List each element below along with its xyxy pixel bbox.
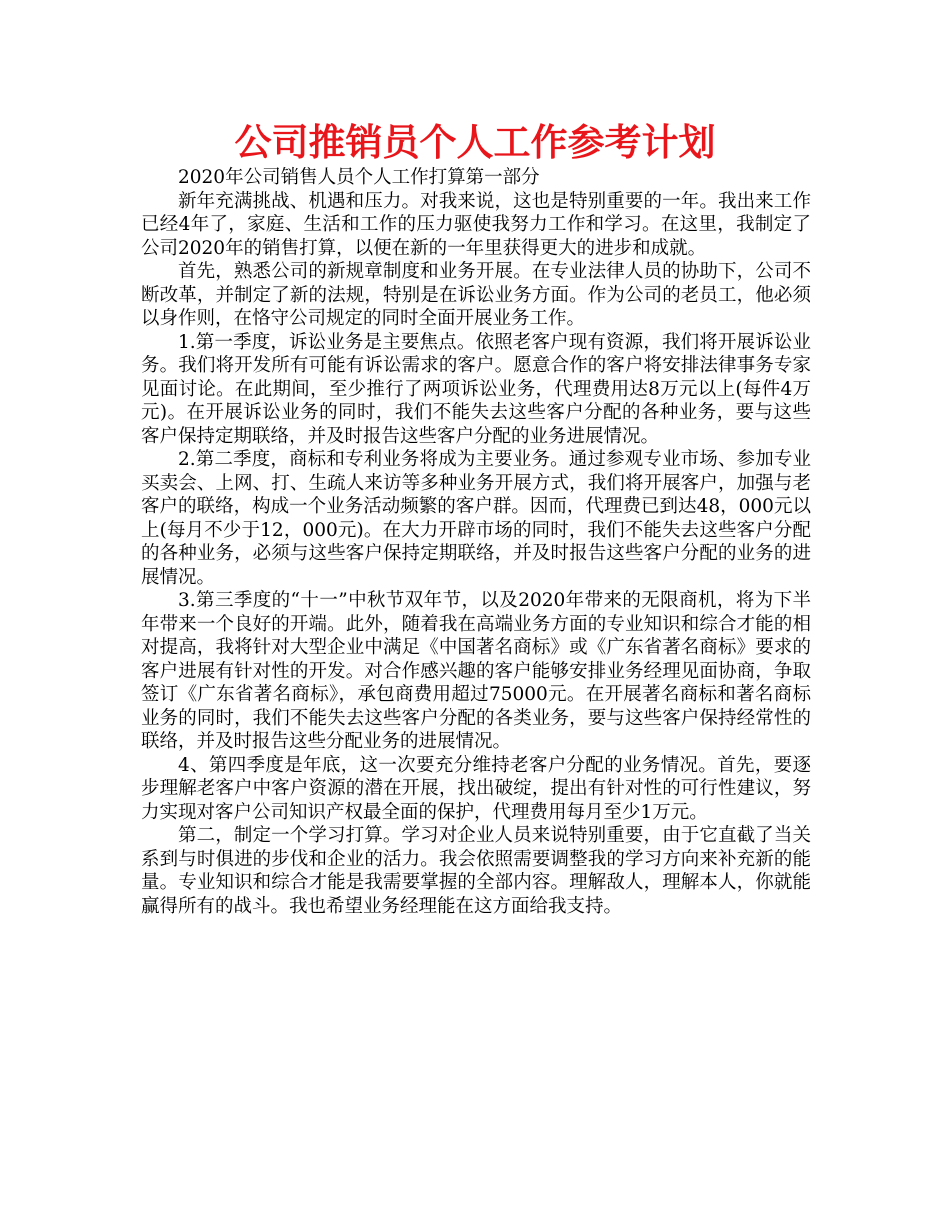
paragraph-q3: 3.第三季度的“十一”中秋节双年节，以及2020年带来的无限商机，将为下半年带来一个良好的开端。此外，随着我在高端业务方面的专业知识和综合才能的相对提高，我将针对大型企业中满足《中国著名商标》或《广东省著名商标》要求的客户进展有针对性的开发。对合作感兴趣的客户能够安排业务经理见面协商，争取签订《广东省著名商标》，承包商费用超过75000元。在开展著名商标和著名商标业务的同时，我们不能失去这些客户分配的各类业务，要与这些客户保持经常性的联络，并及时报告这些分配业务的进展情况。 [141, 590, 811, 752]
paragraph-q2: 2.第二季度，商标和专利业务将成为主要业务。通过参观专业市场、参加专业买卖会、上网、打、生疏人来访等多种业务开展方式，我们将开展客户，加强与老客户的联络，构成一个业务活动频繁的客户群。因而，代理费已到达48，000元以上(每月不少于12，000元)。在大力开辟市场的同时，我们不能失去这些客户分配的各种业务，必须与这些客户保持定期联络，并及时报告这些客户分配的业务的进展情况。 [141, 449, 811, 588]
paragraph-study-plan: 第二，制定一个学习打算。学习对企业人员来说特别重要，由于它直截了当关系到与时俱进的步伐和企业的活力。我会依照需要调整我的学习方向来补充新的能量。专业知识和综合才能是我需要掌握的全部内容。理解敌人，理解本人，你就能赢得所有的战斗。我也希望业务经理能在这方面给我支持。 [141, 825, 811, 917]
document-title: 公司推销员个人工作参考计划 [234, 121, 716, 164]
paragraph-first: 首先，熟悉公司的新规章制度和业务开展。在专业法律人员的协助下，公司不断改革，并制定了新的法规，特别是在诉讼业务方面。作为公司的老员工，他必须以身作则，在恪守公司规定的同时全面开展业务工作。 [141, 261, 811, 329]
paragraph-q1: 1.第一季度，诉讼业务是主要焦点。依照老客户现有资源，我们将开展诉讼业务。我们将开发所有可能有诉讼需求的客户。愿意合作的客户将安排法律事务专家见面讨论。在此期间，至少推行了两项诉讼业务，代理费用达8万元以上(每件4万元)。在开展诉讼业务的同时，我们不能失去这些客户分配的各种业务，要与这些客户保持定期联络，并及时报告这些客户分配的业务进展情况。 [141, 331, 811, 447]
paragraph-intro: 新年充满挑战、机遇和压力。对我来说，这也是特别重要的一年。我出来工作已经4年了，家庭、生活和工作的压力驱使我努力工作和学习。在这里，我制定了公司2020年的销售打算，以便在新的一年里获得更大的进步和成就。 [141, 190, 811, 259]
paragraph-q4: 4、第四季度是年底，这一次要充分维持老客户分配的业务情况。首先，要逐步理解老客户中客户资源的潜在开展，找出破绽，提出有针对性的可行性建议，努力实现对客户公司知识产权最全面的保护，代理费用每月至少1万元。 [141, 754, 811, 823]
section-heading: 2020年公司销售人员个人工作打算第一部分 [178, 167, 540, 188]
document-body [141, 166, 811, 918]
